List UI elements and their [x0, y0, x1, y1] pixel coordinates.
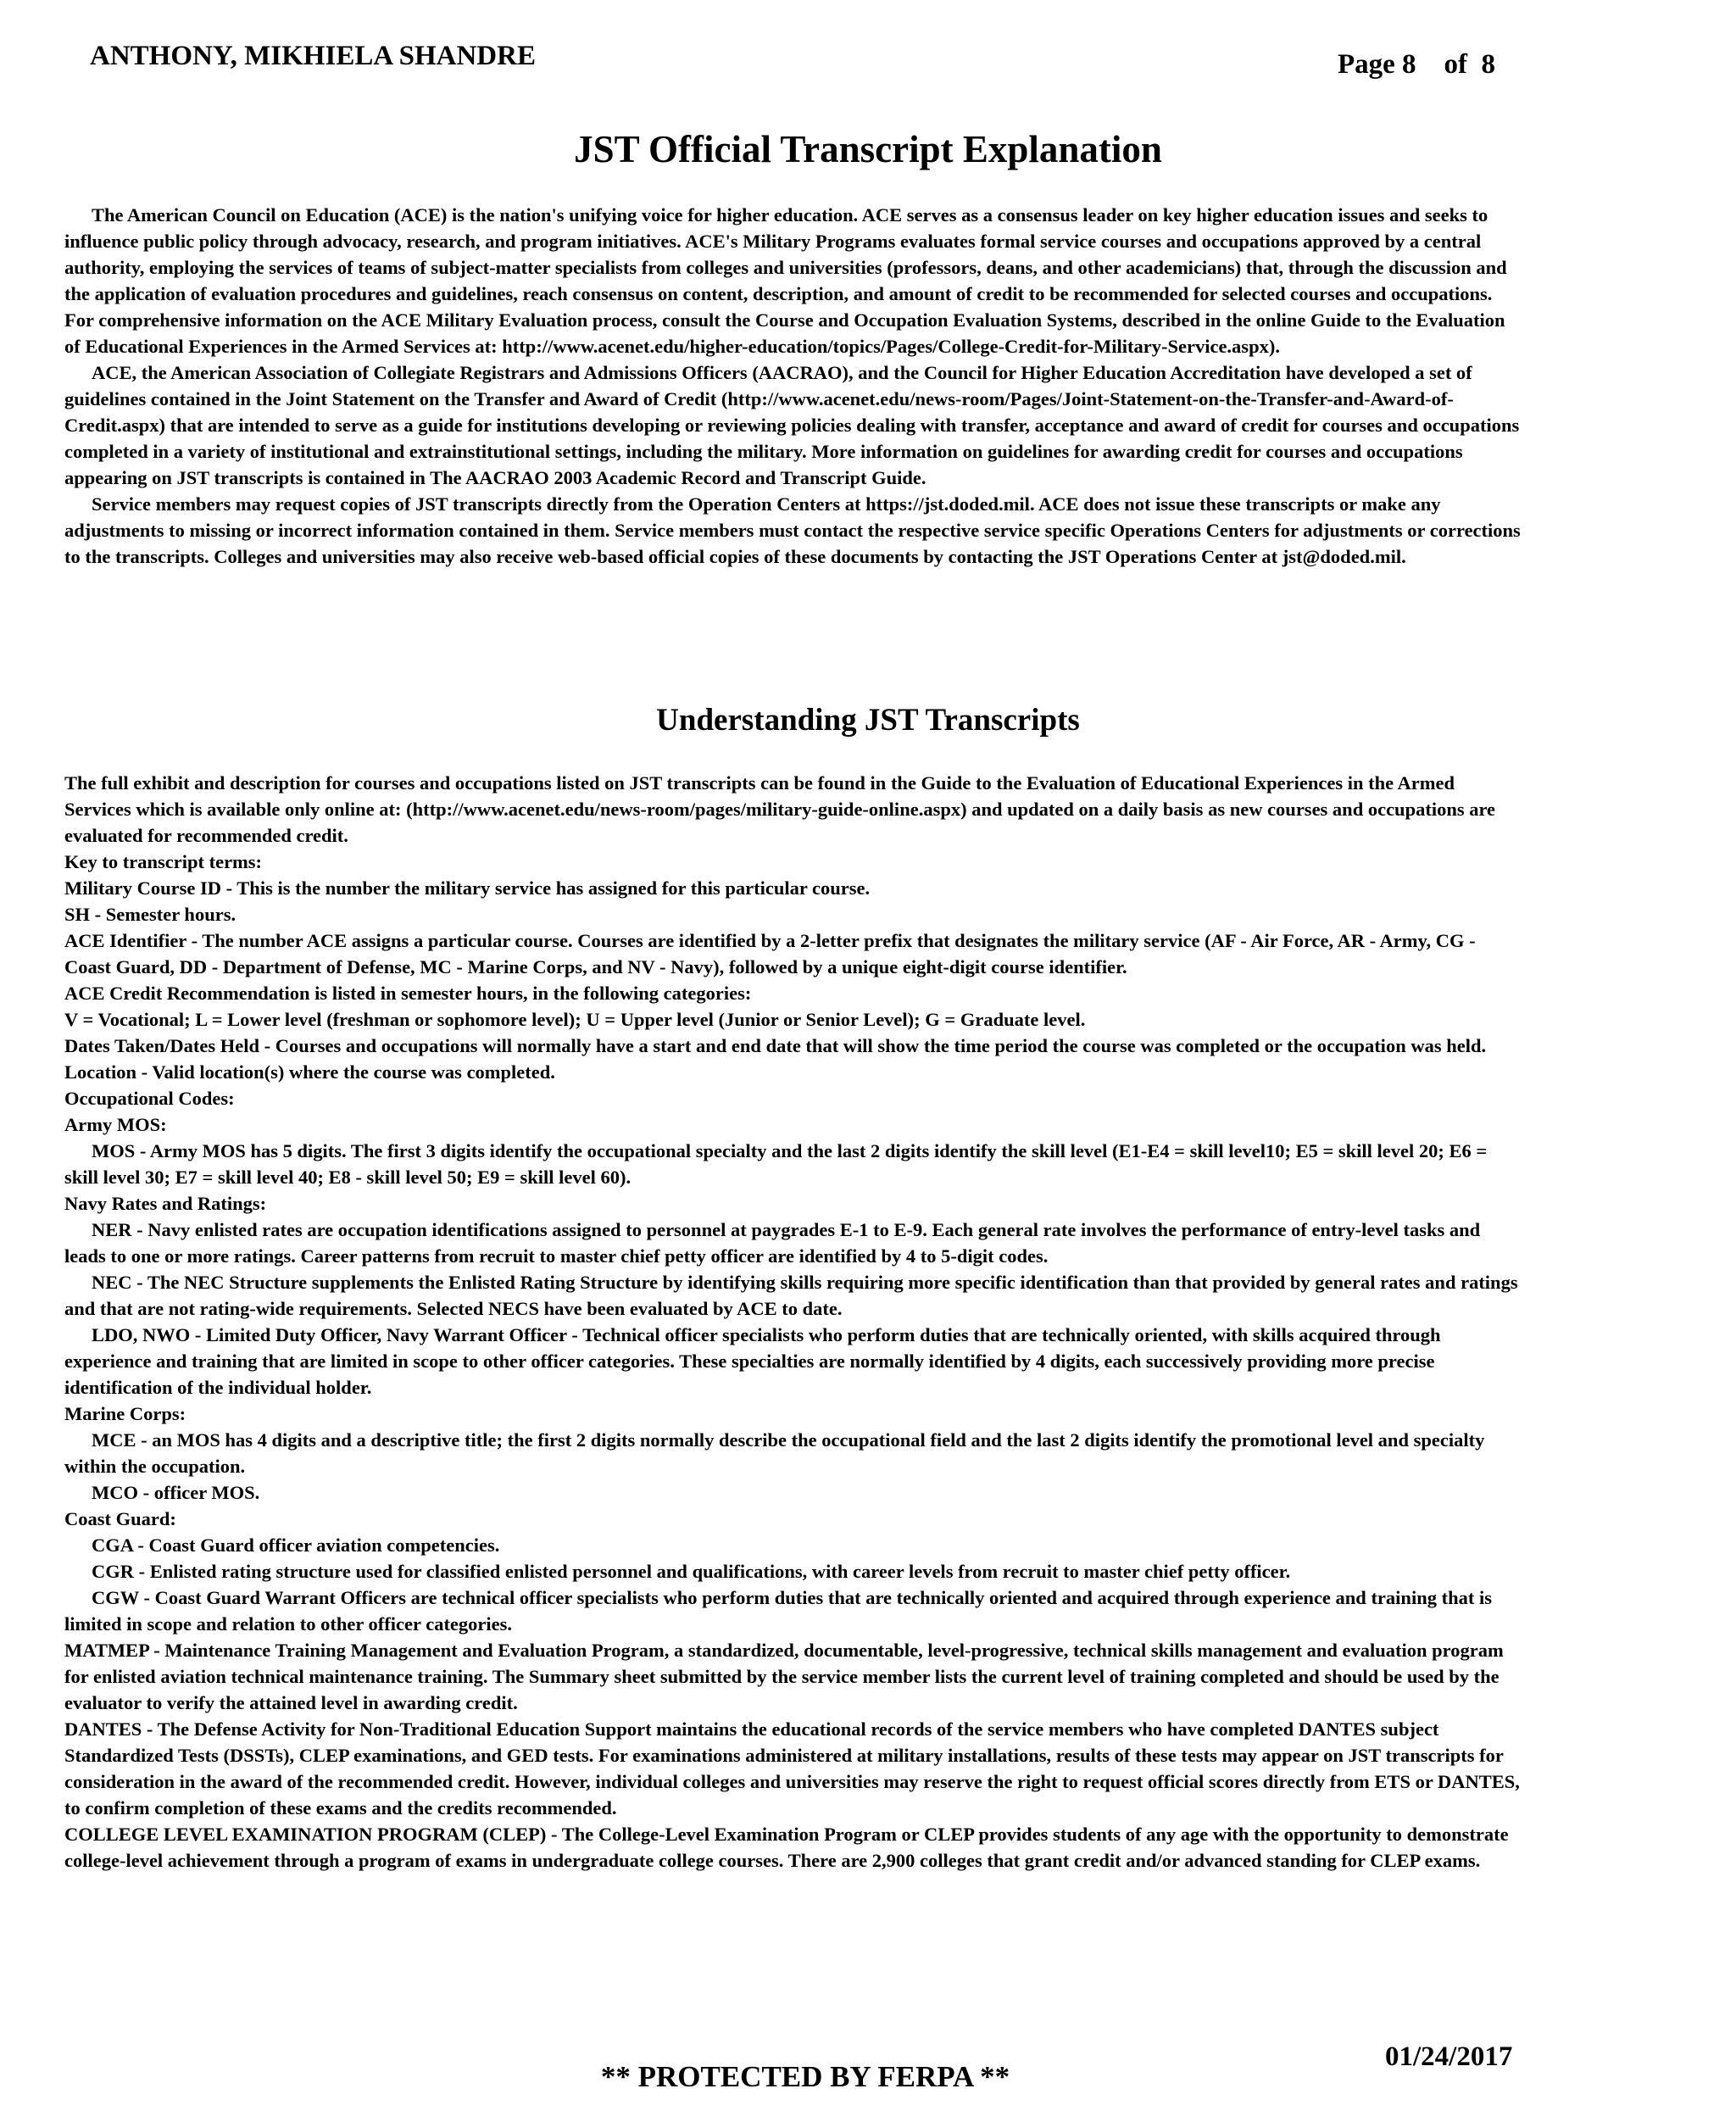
term-cga: CGA - Coast Guard officer aviation competencies. — [92, 1534, 500, 1556]
intro-paragraph-copies: Service members may request copies of JST transcripts directly from the Operation Centers at https://jst.doded.mil. ACE does not issue these transcripts or make any adjustments to missing or incorrect information contained in them. Service members must contact the respective service specific Operations Centers for adjustments or corrections to the transcripts. Colleges and universities may also receive web-based official copies of these documents by contacting the JST Operations Center at jst@doded.mil. — [64, 493, 1521, 567]
occupational-codes-heading: Occupational Codes: — [64, 1088, 235, 1109]
army-heading: Army MOS: — [64, 1114, 167, 1135]
term-ner: NER - Navy enlisted rates are occupation identifications assigned to personnel at paygrades E-1 to E-9. Each general rate involves the performance of entry-level tasks and leads to one or more ratings. Career patterns from recruit to master chief petty officer are identified by 4 to 5-digit codes. — [64, 1219, 1481, 1267]
student-name: ANTHONY, MIKHIELA SHANDRE — [90, 41, 536, 71]
term-mce: MCE - an MOS has 4 digits and a descriptive title; the first 2 digits normally describe the occupational field and the last 2 digits identify the promotional level and specialty within the occupation. — [64, 1429, 1485, 1477]
term-ace-identifier: ACE Identifier - The number ACE assigns a particular course. Courses are identified by a 2-letter prefix that designates the military service (AF - Air Force, AR - Army, CG - Coast Guard, DD - Department of Defense, MC - Marine Corps, and NV - Navy), followed by a unique eight-digit course identifier. — [64, 930, 1476, 977]
page-title: JST Official Transcript Explanation — [574, 128, 1162, 170]
term-clep: COLLEGE LEVEL EXAMINATION PROGRAM (CLEP) - The College-Level Examination Program or CLEP provides students of any age with the opportunity to demonstrate college-level achievement through a program of exams in undergraduate college courses. There are 2,900 colleges that grant credit and/or advanced standing for CLEP exams. — [64, 1824, 1509, 1871]
term-credit-recommendation: ACE Credit Recommendation is listed in semester hours, in the following categories: — [64, 983, 752, 1004]
intro-section — [64, 202, 1522, 570]
term-sh: SH - Semester hours. — [64, 904, 236, 925]
page-number: Page 8 of 8 — [1338, 49, 1496, 80]
coast-guard-heading: Coast Guard: — [64, 1508, 176, 1529]
term-ldo: LDO, NWO - Limited Duty Officer, Navy Warrant Officer - Technical officer specialists who perform duties that are technically oriented, with skills acquired through experience and training that are limited in scope to other officer categories. These specialties are normally identified by 4 digits, each successively providing more precise identification of the individual holder. — [64, 1324, 1441, 1398]
print-date: 01/24/2017 — [1385, 2041, 1513, 2072]
term-location: Location - Valid location(s) where the course was completed. — [64, 1061, 555, 1083]
term-course-id: Military Course ID - This is the number the military service has assigned for this particular course. — [64, 877, 871, 899]
term-cgw: CGW - Coast Guard Warrant Officers are technical officer specialists who perform duties that are technically oriented and acquired through experience and training that is limited in scope and relation to other officer categories. — [64, 1587, 1492, 1635]
key-heading: Key to transcript terms: — [64, 851, 263, 872]
marine-heading: Marine Corps: — [64, 1403, 186, 1424]
intro-paragraph-ace: The American Council on Education (ACE) is the nation's unifying voice for higher education. ACE serves as a consensus leader on key higher education issues and seeks to influence public policy through advocacy, research, and program initiatives. ACE's Military Programs evaluates formal service courses and occupations approved by a central authority, employing the services of teams of subject-matter specialists from colleges and universities (professors, deans, and other academicians) that, through the discussion and the application of evaluation procedures and guidelines, reach consensus on content, description, and amount of credit to be recommended for selected courses and occupations. For comprehensive information on the ACE Military Evaluation process, consult the Course and Occupation Evaluation Systems, described in the online Guide to the Evaluation of Educational Experiences in the Armed Services at: http://www.acenet.edu/higher-education/topics/Pages/College-Credit-for-Military-Service.aspx). — [64, 204, 1507, 357]
navy-heading: Navy Rates and Ratings: — [64, 1193, 267, 1214]
term-dantes: DANTES - The Defense Activity for Non-Traditional Education Support maintains the educational records of the service members who have completed DANTES subject Standardized Tests (DSSTs), CLEP examinations, and GED tests. For examinations administered at military installations, results of these tests may appear on JST transcripts for consideration in the award of the recommended credit. However, individual colleges and universities may reserve the right to request official scores directly from ETS or DANTES, to confirm completion of these exams and the credits recommended. — [64, 1718, 1520, 1818]
intro-paragraph-guidelines: ACE, the American Association of Collegiate Registrars and Admissions Officers (AACRAO), and the Council for Higher Education Accreditation have developed a set of guidelines contained in the Joint Statement on the Transfer and Award of Credit (http://www.acenet.edu/news-room/Pages/Joint-Statement-on-the-Transfer-and-Award-of-Credit.aspx) that are intended to serve as a guide for institutions developing or reviewing policies dealing with transfer, acceptance and award of credit for courses and occupations completed in a variety of institutional and extrainstitutional settings, including the military. More information on guidelines for awarding credit for courses and occupations appearing on JST transcripts is contained in The AACRAO 2003 Academic Record and Transcript Guide. — [64, 362, 1520, 488]
term-mos: MOS - Army MOS has 5 digits. The first 3 digits identify the occupational specialty and the last 2 digits identify the skill level (E1-E4 = skill level10; E5 = skill level 20; E6 = skill level 30; E7 = skill level 40; E8 - skill level 50; E9 = skill level 60). — [64, 1140, 1488, 1188]
ferpa-notice: ** PROTECTED BY FERPA ** — [600, 2060, 1010, 2093]
term-mco: MCO - officer MOS. — [92, 1482, 260, 1503]
guide-paragraph: The full exhibit and description for courses and occupations listed on JST transcripts can be found in the Guide to the Evaluation of Educational Experiences in the Armed Services which is available only online at: (http://www.acenet.edu/news-room/pages/military-guide-online.aspx) and updated on a daily basis as new courses and occupations are evaluated for recommended credit. — [64, 772, 1496, 846]
term-matmep: MATMEP - Maintenance Training Management and Evaluation Program, a standardized, documentable, level-progressive, technical skills management and evaluation program for enlisted aviation technical maintenance training. The Summary sheet submitted by the service member lists the current level of training completed and should be used by the evaluator to verify the attained level in awarding credit. — [64, 1640, 1504, 1713]
term-levels: V = Vocational; L = Lower level (freshman or sophomore level); U = Upper level (Junior or Senior Level); G = Graduate level. — [64, 1009, 1086, 1030]
understanding-section — [64, 770, 1522, 1874]
section-title: Understanding JST Transcripts — [656, 703, 1080, 738]
term-cgr: CGR - Enlisted rating structure used for classified enlisted personnel and qualifications, with career levels from recruit to master chief petty officer. — [92, 1561, 1291, 1582]
term-dates: Dates Taken/Dates Held - Courses and occupations will normally have a start and end date that will show the time period the course was completed or the occupation was held. — [64, 1035, 1487, 1056]
term-nec: NEC - The NEC Structure supplements the Enlisted Rating Structure by identifying skills requiring more specific identification than that provided by general rates and ratings and that are not rating-wide requirements. Selected NECS have been evaluated by ACE to date. — [64, 1272, 1518, 1319]
